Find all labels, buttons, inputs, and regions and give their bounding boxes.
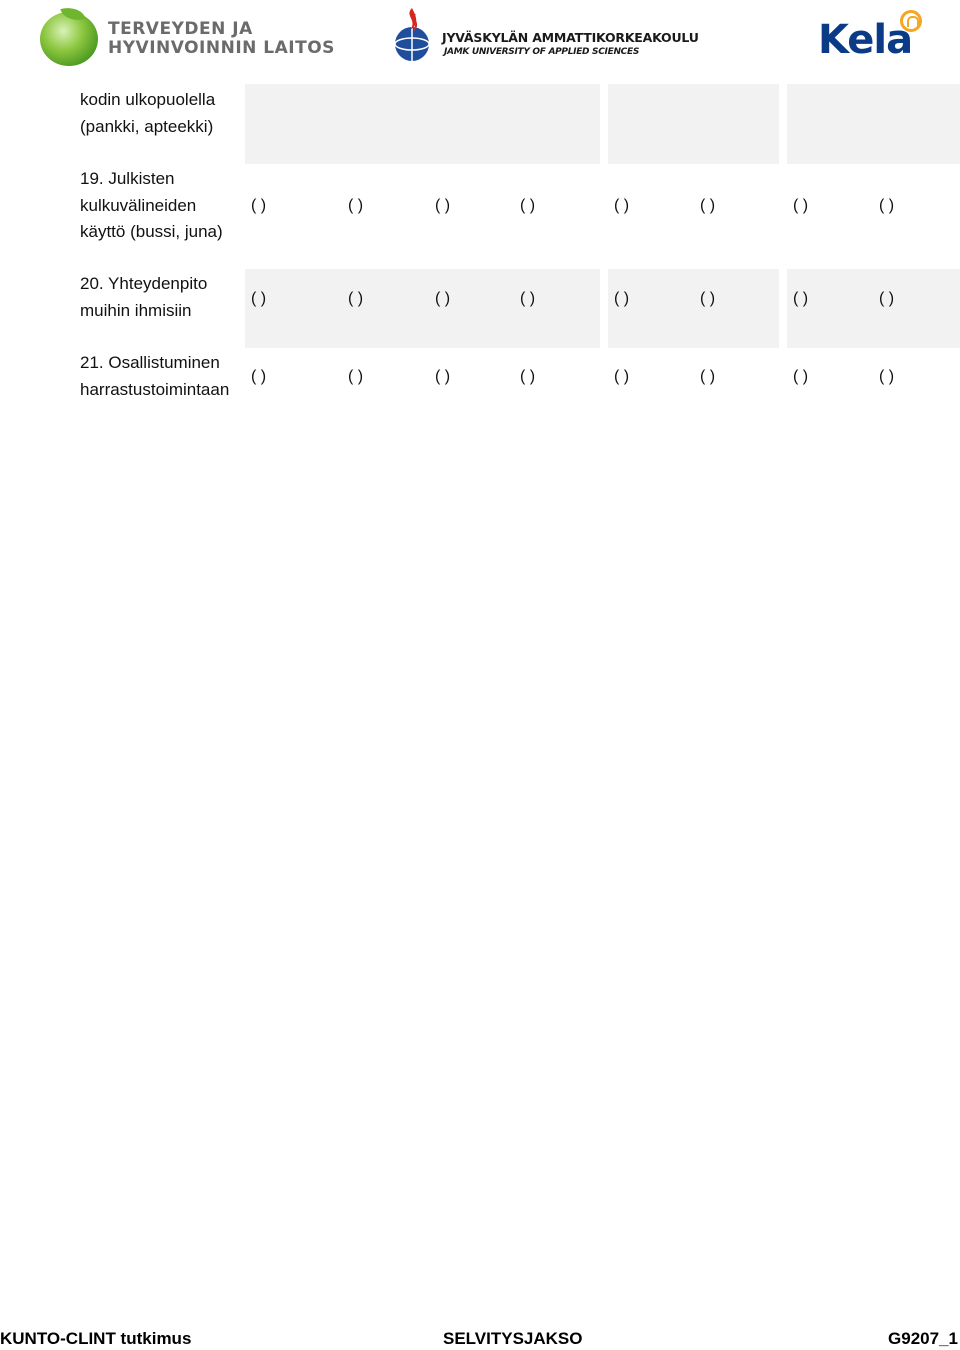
jamk-logo-subtitle: JAMK UNIVERSITY OF APPLIED SCIENCES (444, 47, 640, 57)
radio-option[interactable]: ( ) (700, 368, 716, 385)
radio-option[interactable]: ( ) (520, 290, 536, 307)
row-shade (608, 84, 779, 164)
radio-option[interactable]: ( ) (793, 197, 809, 214)
radio-option[interactable]: ( ) (520, 368, 536, 385)
thl-logo (40, 10, 335, 68)
radio-option[interactable]: ( ) (251, 368, 267, 385)
radio-option[interactable]: ( ) (614, 290, 630, 307)
row-shade (608, 269, 779, 348)
question-label: 20. Yhteydenpito muihin ihmisiin (80, 274, 208, 320)
row-shade (787, 84, 960, 164)
question-row-19 (0, 164, 960, 269)
question-row-21 (0, 348, 960, 408)
radio-option[interactable]: ( ) (435, 368, 451, 385)
radio-option[interactable]: ( ) (435, 197, 451, 214)
question-label: 21. Osallistuminen harrastustoimintaan (80, 353, 230, 399)
thl-globe-icon (40, 12, 98, 66)
question-row-20 (0, 269, 960, 348)
kela-logo-text: Kela (818, 17, 913, 63)
jamk-logo-name: JYVÄSKYLÄN AMMATTIKORKEAKOULU (442, 30, 699, 45)
radio-option[interactable]: ( ) (251, 290, 267, 307)
radio-option[interactable]: ( ) (614, 197, 630, 214)
radio-option[interactable]: ( ) (348, 290, 364, 307)
radio-option[interactable]: ( ) (700, 197, 716, 214)
radio-option[interactable]: ( ) (614, 368, 630, 385)
radio-option[interactable]: ( ) (793, 290, 809, 307)
question-label: 19. Julkisten kulkuvälineiden käyttö (bussi, juna) (80, 169, 223, 241)
row-shade (787, 269, 960, 348)
row-shade (245, 84, 600, 164)
jamk-emblem-icon (390, 6, 434, 64)
radio-option[interactable]: ( ) (435, 290, 451, 307)
footer-form-code: G9207_1 (888, 1329, 958, 1348)
radio-option[interactable]: ( ) (879, 368, 895, 385)
radio-option[interactable]: ( ) (879, 197, 895, 214)
kela-badge-icon (900, 10, 922, 32)
footer-study-name: KUNTO-CLINT tutkimus (0, 1329, 192, 1348)
radio-option[interactable]: ( ) (520, 197, 536, 214)
question-label: kodin ulkopuolella (pankki, apteekki) (80, 90, 216, 136)
row-shade (245, 269, 600, 348)
jamk-logo (390, 6, 699, 66)
question-row-continued (0, 84, 960, 164)
radio-option[interactable]: ( ) (348, 197, 364, 214)
radio-option[interactable]: ( ) (793, 368, 809, 385)
thl-logo-text: TERVEYDEN JA HYVINVOINNIN LAITOS (108, 19, 335, 58)
radio-option[interactable]: ( ) (348, 368, 364, 385)
radio-option[interactable]: ( ) (251, 197, 267, 214)
footer-section-name: SELVITYSJAKSO (443, 1329, 583, 1348)
kela-logo (818, 8, 928, 64)
radio-option[interactable]: ( ) (700, 290, 716, 307)
radio-option[interactable]: ( ) (879, 290, 895, 307)
